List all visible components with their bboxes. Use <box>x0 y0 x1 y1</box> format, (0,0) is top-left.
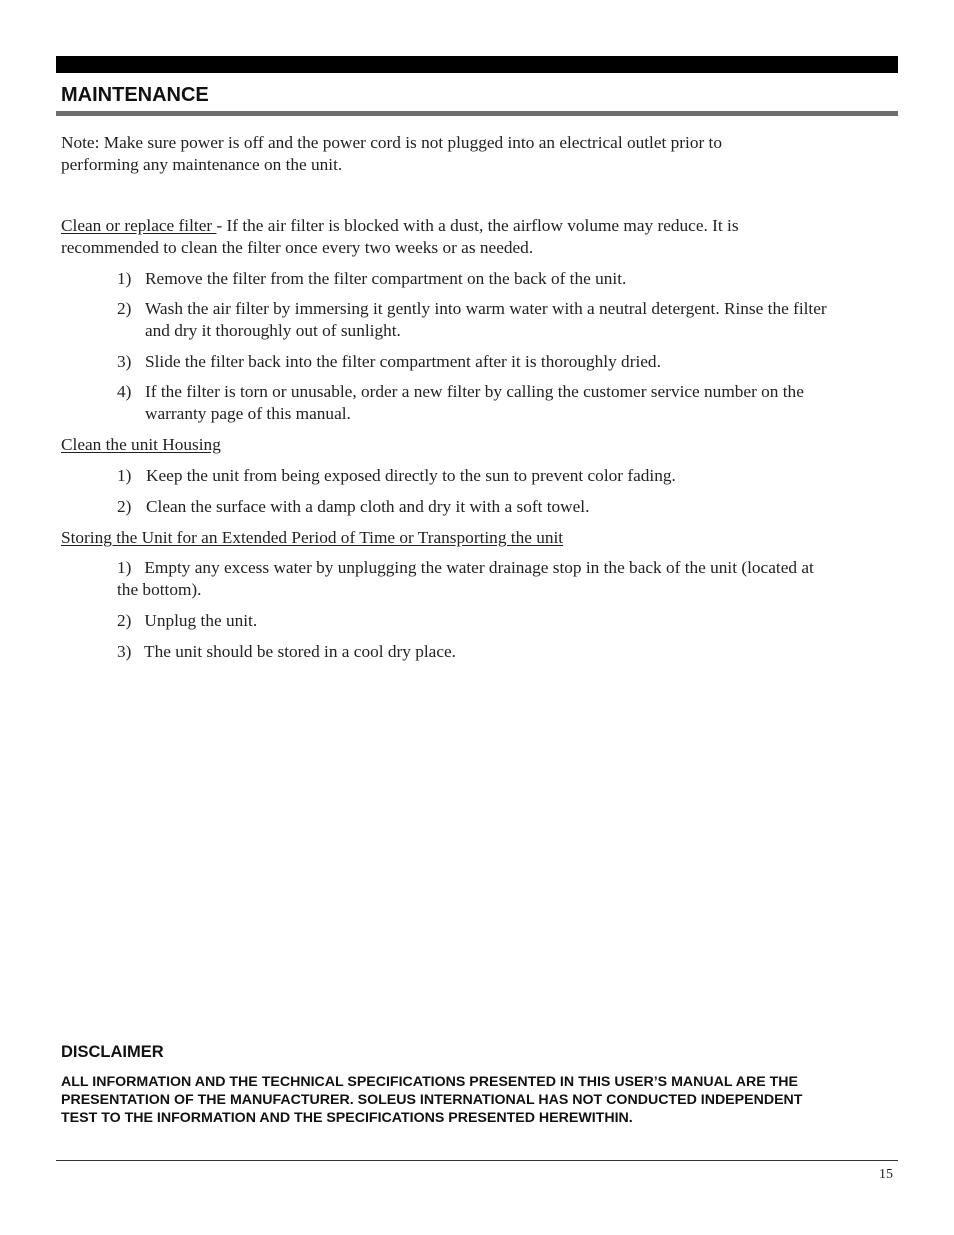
title-underline-rule <box>56 111 898 116</box>
housing-step-2-text: Clean the surface with a damp cloth and dry it with a soft towel. <box>146 497 590 516</box>
disclaimer-title: DISCLAIMER <box>61 1043 164 1061</box>
disclaimer-line-2: PRESENTATION OF THE MANUFACTURER. SOLEUS INTERNATIONAL HAS NOT CONDUCTED INDEPENDENT <box>61 1092 803 1108</box>
housing-step-1-number: 1) <box>117 466 132 485</box>
storing-step-1-text: 1) Empty any excess water by unplugging the water drainage stop in the back of the unit (located at <box>117 558 814 577</box>
disclaimer-line-1: ALL INFORMATION AND THE TECHNICAL SPECIFICATIONS PRESENTED IN THIS USER’S MANUAL ARE THE <box>61 1074 798 1090</box>
filter-step-1-number: 1) <box>117 269 132 288</box>
filter-step-1-text: Remove the filter from the filter compartment on the back of the unit. <box>145 269 627 288</box>
housing-step-2-number: 2) <box>117 497 132 516</box>
storing-step-2-text: 2) Unplug the unit. <box>117 611 258 630</box>
filter-step-2-text: Wash the air filter by immersing it gently into warm water with a neutral detergent. Rinse the filter <box>145 299 827 318</box>
filter-step-3-text: Slide the filter back into the filter compartment after it is thoroughly dried. <box>145 352 661 371</box>
housing-step-1-text: Keep the unit from being exposed directly to the sun to prevent color fading. <box>146 466 676 485</box>
filter-step-4-number: 4) <box>117 382 132 401</box>
filter-intro-line-2: recommended to clean the filter once every two weeks or as needed. <box>61 238 534 257</box>
filter-step-4-text-cont: warranty page of this manual. <box>145 404 351 423</box>
filter-step-4-text: If the filter is torn or unusable, order a new filter by calling the customer service number on the <box>145 382 804 401</box>
disclaimer-line-3: TEST TO THE INFORMATION AND THE SPECIFICATIONS PRESENTED HEREWITHIN. <box>61 1110 633 1126</box>
header-bar <box>56 56 898 73</box>
storing-heading: Storing the Unit for an Extended Period of Time or Transporting the unit <box>61 528 564 547</box>
note-line-1: Note: Make sure power is off and the power cord is not plugged into an electrical outlet prior to <box>61 133 722 152</box>
filter-intro-rest: - If the air filter is blocked with a dust, the airflow volume may reduce. It is <box>216 216 739 235</box>
note-line-2: performing any maintenance on the unit. <box>61 155 343 174</box>
section-title: MAINTENANCE <box>61 84 209 106</box>
housing-heading: Clean the unit Housing <box>61 435 221 454</box>
disclaimer-body <box>61 1073 897 1127</box>
filter-step-2-text-cont: and dry it thoroughly out of sunlight. <box>145 321 401 340</box>
filter-step-3-number: 3) <box>117 352 132 371</box>
page-number: 15 <box>879 1167 893 1182</box>
storing-step-3-text: 3) The unit should be stored in a cool dry place. <box>117 642 456 661</box>
filter-heading: Clean or replace filter <box>61 216 217 235</box>
footer-rule <box>56 1160 898 1161</box>
filter-intro-line-1 <box>61 215 739 237</box>
storing-step-1-text-cont: the bottom). <box>117 580 202 599</box>
filter-step-2-number: 2) <box>117 299 132 318</box>
